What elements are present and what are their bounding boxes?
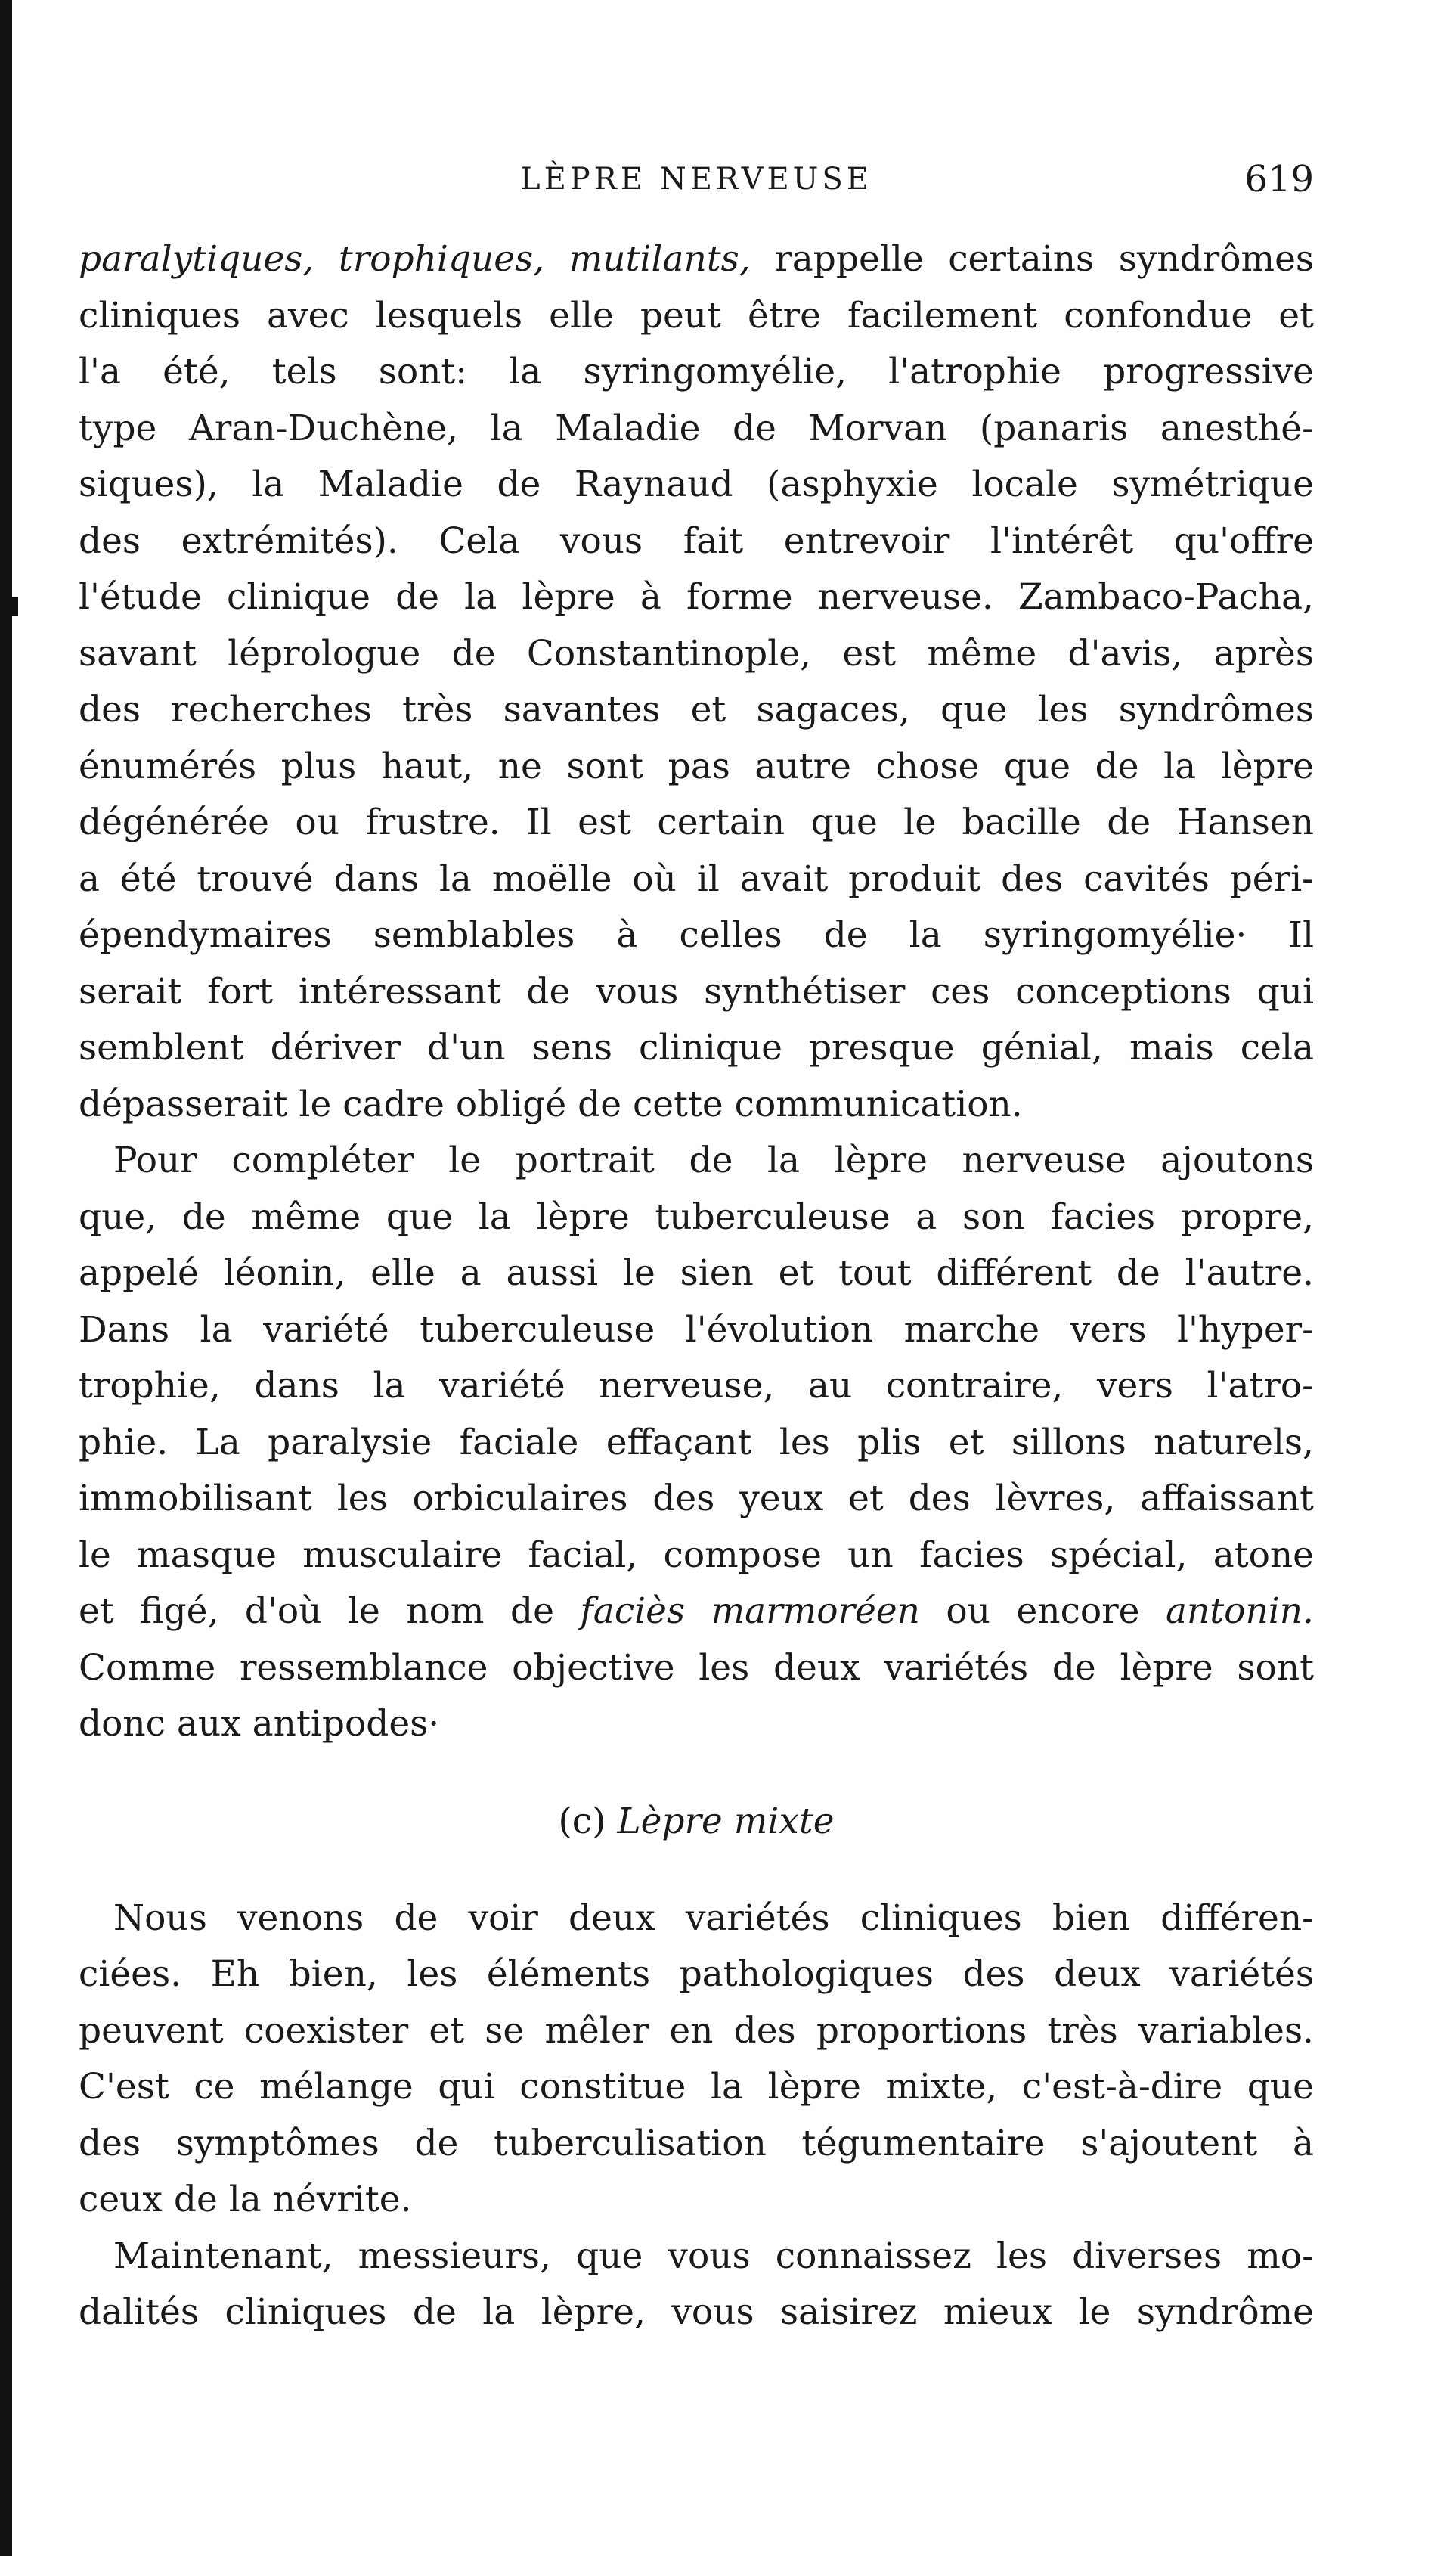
text-line: appelé léonin, elle a aussi le sien et tout différent de l'autre. (79, 1252, 1314, 1294)
section-heading-title: Lèpre mixte (617, 1800, 835, 1842)
line-text: ou encore (919, 1590, 1166, 1632)
text-line (79, 1584, 1314, 1640)
text-line: des extrémités). Cela vous fait entrevoir l'intérêt qu'offre (79, 520, 1314, 562)
text-line: l'a été, tels sont: la syringomyélie, l'atrophie progressive (79, 351, 1314, 392)
text-line: Pour compléter le portrait de la lèpre nerveuse ajoutons (113, 1140, 1314, 1181)
text-line (79, 231, 1314, 288)
text-line: type Aran-Duchène, la Maladie de Morvan (panaris anesthé- (79, 407, 1314, 449)
italic-text: antonin. (1165, 1590, 1314, 1632)
scan-edge-notch (0, 597, 18, 616)
text-line: peuvent coexister et se mêler en des proportions très variables. (79, 2009, 1314, 2052)
paragraph-1 (79, 231, 1314, 1133)
text-line: énumérés plus haut, ne sont pas autre chose que de la lèpre (79, 745, 1314, 787)
text-line: serait fort intéressant de vous synthétiser ces conceptions qui (79, 970, 1314, 1013)
text-line: siques), la Maladie de Raynaud (asphyxie locale symétrique (79, 464, 1314, 505)
text-line: dépasserait le cadre obligé de cette communication. (79, 1083, 1023, 1125)
text-line: savant léprologue de Constantinople, est même d'avis, après (79, 632, 1314, 675)
text-line: des symptômes de tuberculisation tégumentaire s'ajoutent à (79, 2122, 1314, 2164)
text-line: que, de même que la lèpre tuberculeuse a son facies propre, (79, 1196, 1314, 1238)
line-text: et figé, d'où le nom de (79, 1590, 581, 1632)
text-line: l'étude clinique de la lèpre à forme nerveuse. Zambaco-Pacha, (79, 576, 1314, 618)
body-text (79, 231, 1314, 2341)
scan-edge-shadow (0, 0, 12, 2556)
page-number: 619 (1244, 158, 1314, 200)
text-line: C'est ce mélange qui constitue la lèpre mixte, c'est-à-dire que (79, 2066, 1314, 2108)
paragraph-2 (79, 1133, 1314, 1753)
paragraph-3 (79, 1891, 1314, 2229)
text-line: immobilisant les orbiculaires des yeux et des lèvres, affaissant (79, 1478, 1314, 1519)
paragraph-4 (79, 2229, 1314, 2341)
running-head: LÈPRE NERVEUSE (520, 162, 872, 197)
text-line: phie. La paralysie faciale effaçant les plis et sillons naturels, (79, 1421, 1314, 1463)
text-line: Dans la variété tuberculeuse l'évolution marche vers l'hyper- (79, 1308, 1314, 1351)
text-line: Maintenant, messieurs, que vous connaissez les diverses mo- (113, 2235, 1314, 2277)
section-heading (79, 1794, 1314, 1850)
line-text: rappelle certains syndrômes (750, 238, 1314, 280)
text-line: Comme ressemblance objective les deux variétés de lèpre sont (79, 1646, 1314, 1689)
italic-text: paralytiques, trophiques, mutilants, (79, 238, 751, 280)
text-line: dalités cliniques de la lèpre, vous saisirez mieux le syndrôme (79, 2291, 1314, 2333)
text-line: donc aux antipodes· (79, 1703, 440, 1745)
text-line: semblent dériver d'un sens clinique presque génial, mais cela (79, 1027, 1314, 1069)
page-header (79, 153, 1314, 206)
text-line: le masque musculaire facial, compose un facies spécial, atone (79, 1534, 1314, 1576)
italic-text: faciès marmoréen (580, 1590, 920, 1632)
text-line: des recherches très savantes et sagaces, que les syndrômes (79, 689, 1314, 731)
text-line: ceux de la névrite. (79, 2179, 412, 2220)
text-line: dégénérée ou frustre. Il est certain que le bacille de Hansen (79, 802, 1314, 843)
text-line: a été trouvé dans la moëlle où il avait produit des cavités péri- (79, 858, 1314, 900)
text-line: ciées. Eh bien, les éléments pathologiques des deux variétés (79, 1953, 1314, 1995)
text-line: trophie, dans la variété nerveuse, au contraire, vers l'atro- (79, 1365, 1314, 1407)
text-line: cliniques avec lesquels elle peut être facilement confondue et (79, 294, 1314, 337)
text-line: épendymaires semblables à celles de la syringomyélie· Il (79, 914, 1314, 956)
text-line: Nous venons de voir deux variétés cliniques bien différen- (113, 1897, 1314, 1939)
section-heading-prefix: (c) (558, 1800, 618, 1842)
